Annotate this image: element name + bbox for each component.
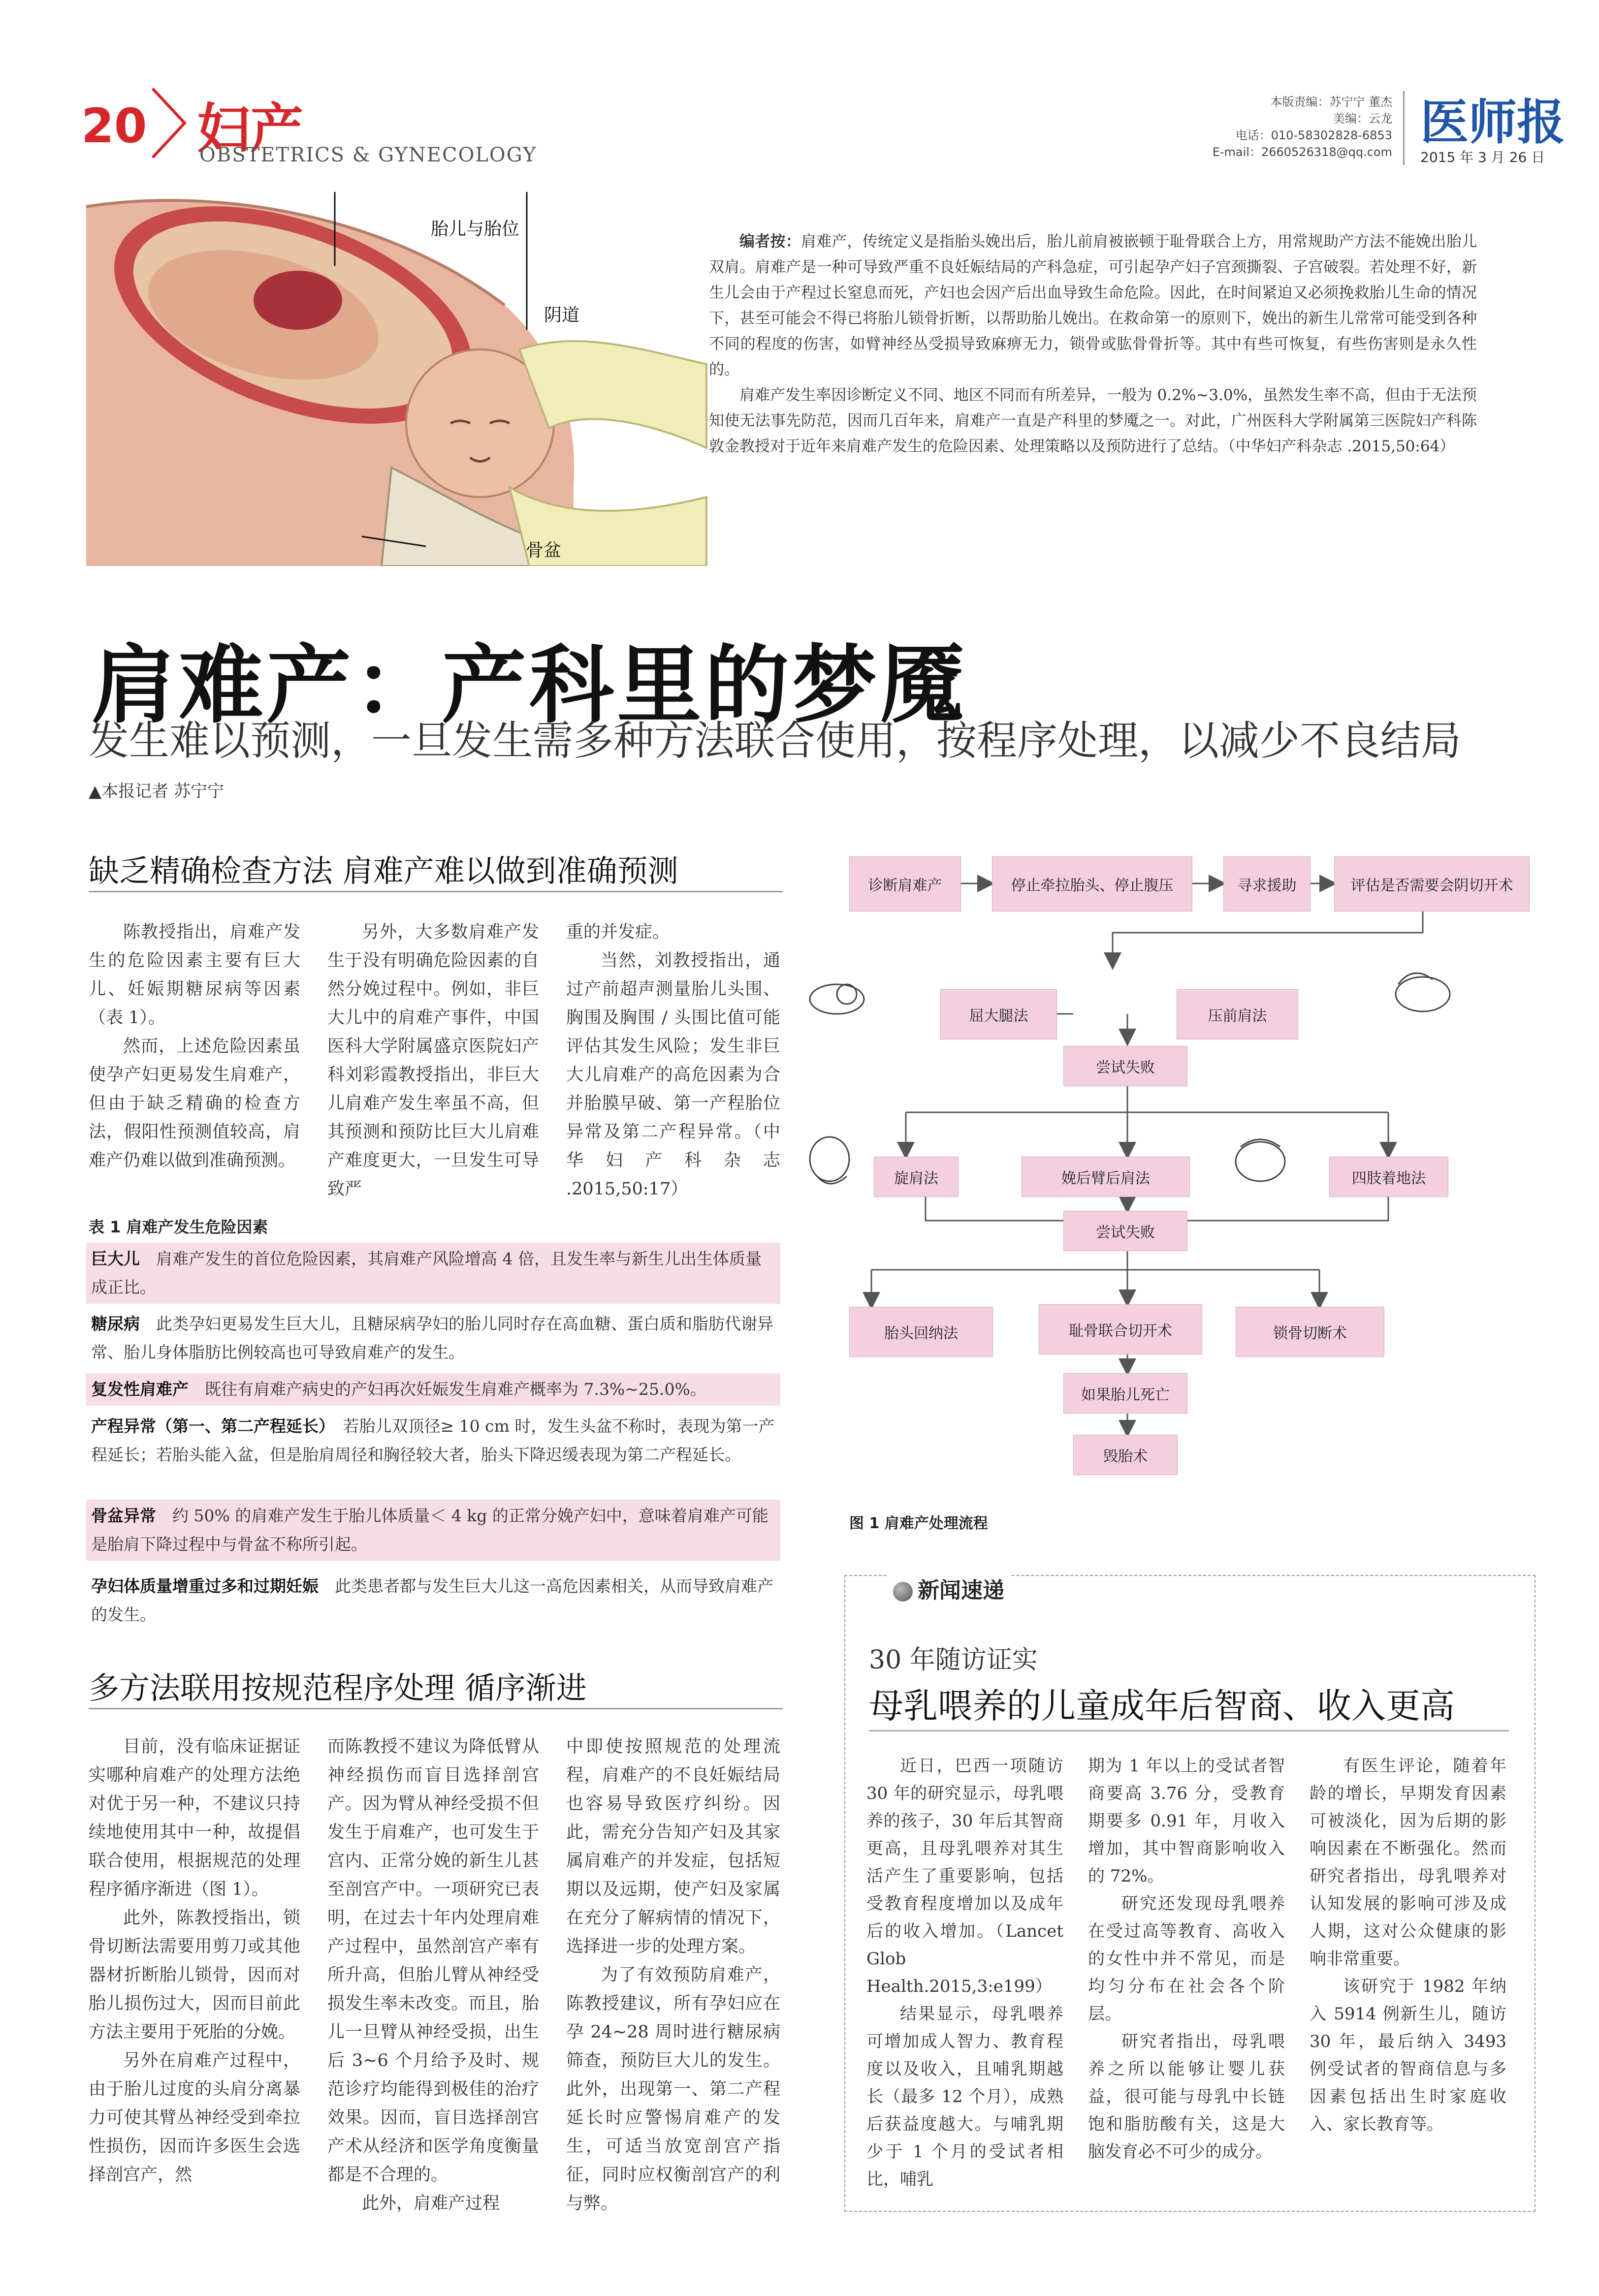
section1-column-3 — [566, 918, 780, 1203]
flow-diagnose: 诊断肩难产 — [849, 856, 961, 912]
masthead-logo: 医师报 — [1420, 94, 1566, 151]
flow-if-fetal-death: 如果胎儿死亡 — [1063, 1373, 1187, 1414]
globe-icon — [893, 1582, 913, 1602]
flow-call-help: 寻求援助 — [1223, 856, 1311, 912]
paragraph: 目前，没有临床证据证实哪种肩难产的处理方法绝对优于另一种，不建议只持续地使用其中一种，故提倡联合使用，根据规范的处理程序循序渐进（图 1）。 — [89, 1737, 300, 1899]
flow-cleidotomy: 锁骨切断术 — [1236, 1307, 1384, 1357]
news-column-2 — [1088, 1752, 1285, 2166]
section2-column-3 — [566, 1732, 780, 2218]
editor-note-p2: 肩难产发生率因诊断定义不同、地区不同而有所差异，一般为 0.2%~3.0%，虽然发生率不高，但由于无法预知使无法事先防范，因而几百年来，肩难产一直是产科里的梦魇之一。对此，广州医科大学附属第三医院妇产科陈敦金教授对于近年来肩难产发生的危险因素、处理策略以及预防进行了总结。（中华妇产科杂志 .2015,50:64） — [709, 386, 1477, 455]
subheadline: 发生难以预测，一旦发生需多种方法联合使用，按程序处理，以减少不良结局 — [89, 718, 1462, 764]
paragraph: 近日，巴西一项随访 30 年的研究显示，母乳喂养的孩子，30 年后其智商更高，且母乳喂养对其生活产生了重要影响，包括受教育程度增加以及成年后的收入增加。（Lancet Glob Health.2015,3:e199） — [866, 1756, 1063, 1996]
paragraph: 该研究于 1982 年纳入 5914 例新生儿，随访 30 年，最后纳入 3493 例受试者的智商信息与多因素包括出生时家庭收入、家长教育等。 — [1310, 1977, 1506, 2134]
flow-attempt-failed: 尝试失败 — [1063, 1046, 1187, 1086]
section1-rule — [89, 891, 783, 892]
flow-posterior-arm: 娩后臂后肩法 — [1022, 1157, 1190, 1197]
chevron-right-icon — [148, 86, 192, 160]
table-caption: 表 1 肩难产发生危险因素 — [89, 1218, 268, 1236]
news-brief-label: 新闻速递 — [918, 1578, 1004, 1603]
risk-factor-name: 骨盆异常 — [91, 1506, 156, 1525]
paragraph: 而陈教授不建议为降低臂从神经损伤而盲目选择剖宫产。因为臂从神经受损不但发生于肩难产，也可发生于宫内、正常分娩的新生儿甚至剖宫产中。一项研究已表明，在过去十年内处理肩难产过程中，虽然剖宫产率有所升高，但胎儿臂从神经受损发生率未改变。而且，胎儿一旦臂从神经受损，出生后 3~6 个月给予及时、规范诊疗均能得到极佳的治疗效果。因而，盲目选择剖宫产术从经济和医学角度衡量都是不合理的。 — [327, 1737, 539, 2185]
flow-suprapubic-pressure: 压前肩法 — [1177, 989, 1298, 1039]
risk-factor-text: 约 50% 的肩难产发生于胎儿体质量＜ 4 kg 的正常分娩产妇中，意味着肩难产可能是胎肩下降过程中与骨盆不称所引起。 — [91, 1506, 768, 1554]
section-title: 妇产 — [197, 98, 304, 160]
figure-caption: 图 1 肩难产处理流程 — [849, 1515, 988, 1532]
editor-note-lead: 编者按： — [739, 233, 801, 251]
paragraph: 研究者指出，母乳喂养之所以能够让婴儿获益，很可能与母乳中长链饱和脂肪酸有关，这是大脑发育必不可少的成分。 — [1088, 2032, 1285, 2162]
paragraph: 陈教授指出，肩难产发生的危险因素主要有巨大儿、妊娠期糖尿病等因素（表 1）。 — [89, 922, 300, 1028]
risk-factor-name: 糖尿病 — [91, 1314, 140, 1333]
risk-factor-name: 复发性肩难产 — [91, 1380, 189, 1399]
paragraph: 当然，刘教授指出，通过产前超声测量胎儿头围、胸围及胸围 / 头围比值可能评估其发生风险；发生非巨大儿肩难产的高危因素为合并胎膜早破、第一产程胎位异常及第二产程异常。（中华妇产科杂志 .2015,50:17） — [566, 951, 780, 1199]
editor-note-p1: 肩难产，传统定义是指胎头娩出后，胎儿前肩被嵌顿于耻骨联合上方，用常规助产方法不能娩出胎儿双肩。肩难产是一种可导致严重不良妊娠结局的产科急症，可引起孕产妇子宫颈撕裂、子宫破裂。若处理不好，新生儿会由于产程过长窒息而死，产妇也会因产后出血导致生命危险。因此，在时间紧迫又必须挽救胎儿生命的情况下，甚至可能会不得已将胎儿锁骨折断，以帮助胎儿娩出。在救命第一的原则下，娩出的新生儿常常可能受到各种不同的程度的伤害，如臂神经丛受损导致麻痹无力，锁骨或肱骨骨折等。其中有些可恢复，有些伤害则是永久性的。 — [709, 233, 1477, 378]
page-number: 20 — [81, 98, 147, 154]
risk-factor-name: 巨大儿 — [91, 1249, 140, 1268]
table-row — [86, 1308, 780, 1369]
table-row — [86, 1373, 780, 1406]
section-subtitle-en: OBSTETRICS & GYNECOLOGY — [199, 144, 537, 166]
risk-factor-name: 产程异常（第一、第二产程延长） — [91, 1416, 327, 1436]
table-row — [86, 1570, 780, 1631]
flow-attempt-failed-2: 尝试失败 — [1063, 1211, 1187, 1251]
editorial-meta — [1213, 94, 1392, 160]
flow-mcroberts: 屈大腿法 — [940, 989, 1057, 1039]
headline: 肩难产：产科里的梦魇 — [91, 636, 967, 735]
news-title: 母乳喂养的儿童成年后智商、收入更高 — [869, 1686, 1455, 1726]
news-rule — [869, 1730, 1509, 1731]
section2-heading: 多方法联用按规范程序处理 循序渐进 — [89, 1670, 587, 1706]
flow-rotational: 旋肩法 — [874, 1157, 959, 1197]
label-fetus-position: 胎儿与胎位 — [431, 219, 520, 239]
paragraph: 另外，大多数肩难产发生于没有明确危险因素的自然分娩过程中。例如，非巨大儿中的肩难产事件，中国医科大学附属盛京医院妇产科刘彩霞教授指出，非巨大儿肩难产发生率虽不高，但其预测和预防比巨大儿肩难产难度更大，一旦发生可导致严 — [327, 922, 539, 1199]
flow-destructive-operation: 毁胎术 — [1073, 1435, 1178, 1475]
flow-all-fours: 四肢着地法 — [1329, 1157, 1448, 1197]
section1-column-2 — [327, 918, 539, 1203]
paragraph: 研究还发现母乳喂养在受过高等教育、高收入的女性中并不常见，而是均匀分布在社会各个阶层。 — [1088, 1894, 1285, 2024]
risk-factor-text: 此类患者都与发生巨大儿这一高危因素相关，从而导致肩难产的发生。 — [91, 1576, 773, 1624]
flow-stop-traction: 停止牵拉胎头、停止腹压 — [992, 856, 1192, 912]
paragraph: 然而，上述危险因素虽使孕产妇更易发生肩难产，但由于缺乏精确的检查方法，假阳性预测值较高，肩难产仍难以做到准确预测。 — [89, 1037, 300, 1170]
risk-factor-text: 若胎儿双顶径≥ 10 cm 时，发生头盆不称时，表现为第一产程延长；若胎头能入盆，但是胎肩周径和胸径较大者，胎头下降迟缓表现为第二产程延长。 — [91, 1416, 775, 1464]
section1-column-1 — [89, 918, 300, 1175]
reporter-byline: ▲本报记者 苏宁宁 — [89, 782, 224, 801]
shoulder-dystocia-illustration — [86, 192, 726, 566]
risk-factor-text: 既往有肩难产病史的产妇再次妊娠发生肩难产概率为 7.3%~25.0%。 — [205, 1380, 706, 1399]
masthead-divider — [1403, 91, 1405, 165]
paragraph: 另外在肩难产过程中，由于胎儿过度的头肩分离暴力可使其臂丛神经受到牵拉性损伤，因而许多医生会选择剖宫产，然 — [89, 2051, 300, 2185]
section1-heading: 缺乏精确检查方法 肩难产难以做到准确预测 — [89, 853, 678, 889]
label-vagina: 阴道 — [544, 305, 580, 325]
section2-column-2 — [327, 1732, 539, 2218]
paragraph: 此外，肩难产过程 — [362, 2194, 500, 2213]
paragraph: 重的并发症。 — [566, 922, 670, 942]
risk-factor-text: 此类孕妇更易发生巨大儿，且糖尿病孕妇的胎儿同时存在高血糖、蛋白质和脂肪代谢异常、胎儿身体脂肪比例较高也可导致肩难产的发生。 — [91, 1314, 773, 1362]
editor-line: 本版责编：苏宁宁 董杰 — [1270, 95, 1392, 109]
risk-factor-name: 孕妇体质量增重过多和过期妊娠 — [91, 1576, 319, 1596]
news-column-1 — [866, 1752, 1063, 2193]
label-pelvis: 骨盆 — [526, 540, 562, 561]
art-editor-line: 美编：云龙 — [1333, 112, 1392, 126]
section2-rule — [89, 1708, 783, 1709]
news-column-3 — [1310, 1752, 1506, 2138]
phone-line: 电话：010-58302828-6853 — [1235, 128, 1392, 142]
section2-column-1 — [89, 1732, 300, 2189]
paragraph: 期为 1 年以上的受试者智商要高 3.76 分，受教育期要多 0.91 年，月收入增加，其中智商影响收入的 72%。 — [1088, 1756, 1285, 1886]
email-line: E-mail：2660526318@qq.com — [1212, 145, 1392, 159]
paragraph: 有医生评论，随着年龄的增长，早期发育因素可被淡化，因为后期的影响因素在不断强化。然而研究者指出，母乳喂养对认知发展的影响可涉及成人期，这对公众健康的影响非常重要。 — [1310, 1756, 1506, 1969]
paragraph: 结果显示，母乳喂养可增加成人智力、教育程度以及收入，且哺乳期越长（最多 12 个月），成熟后获益度越大。与哺乳期少于 1 个月的受试者相比，哺乳 — [866, 2004, 1063, 2189]
paragraph: 此外，陈教授指出，锁骨切断法需要用剪刀或其他器材折断胎儿锁骨，因而对胎儿损伤过大，因而目前此方法主要用于死胎的分娩。 — [89, 1908, 300, 2042]
news-brief-heading — [886, 1573, 1011, 1604]
paragraph: 中即使按照规范的处理流程，肩难产的不良妊娠结局也容易导致医疗纠纷。因此，需充分告知产妇及其家属肩难产的并发症，包括短期以及远期，使产妇及家属在充分了解病情的情况下，选择进一步的处理方案。 — [566, 1737, 780, 1956]
flow-assess-episiotomy: 评估是否需要会阴切开术 — [1334, 856, 1530, 912]
risk-factor-text: 肩难产发生的首位危险因素，其肩难产风险增高 4 倍，且发生率与新生儿出生体质量成正比。 — [91, 1249, 762, 1297]
flow-symphysiotomy: 耻骨联合切开术 — [1039, 1304, 1202, 1354]
news-kicker: 30 年随访证实 — [869, 1645, 1038, 1675]
flow-zavanelli: 胎头回纳法 — [849, 1307, 993, 1357]
publication-date: 2015 年 3 月 26 日 — [1420, 149, 1545, 165]
paragraph: 为了有效预防肩难产，陈教授建议，所有孕妇应在孕 24~28 周时进行糖尿病筛查，预防巨大儿的发生。此外，出现第一、第二产程延长时应警惕肩难产的发生，可适当放宽剖宫产指征，同时应权衡剖宫产的利与弊。 — [566, 1965, 780, 2213]
table-row — [86, 1500, 780, 1561]
table-row — [86, 1243, 780, 1304]
table-row — [86, 1410, 780, 1471]
editor-note — [709, 229, 1477, 459]
